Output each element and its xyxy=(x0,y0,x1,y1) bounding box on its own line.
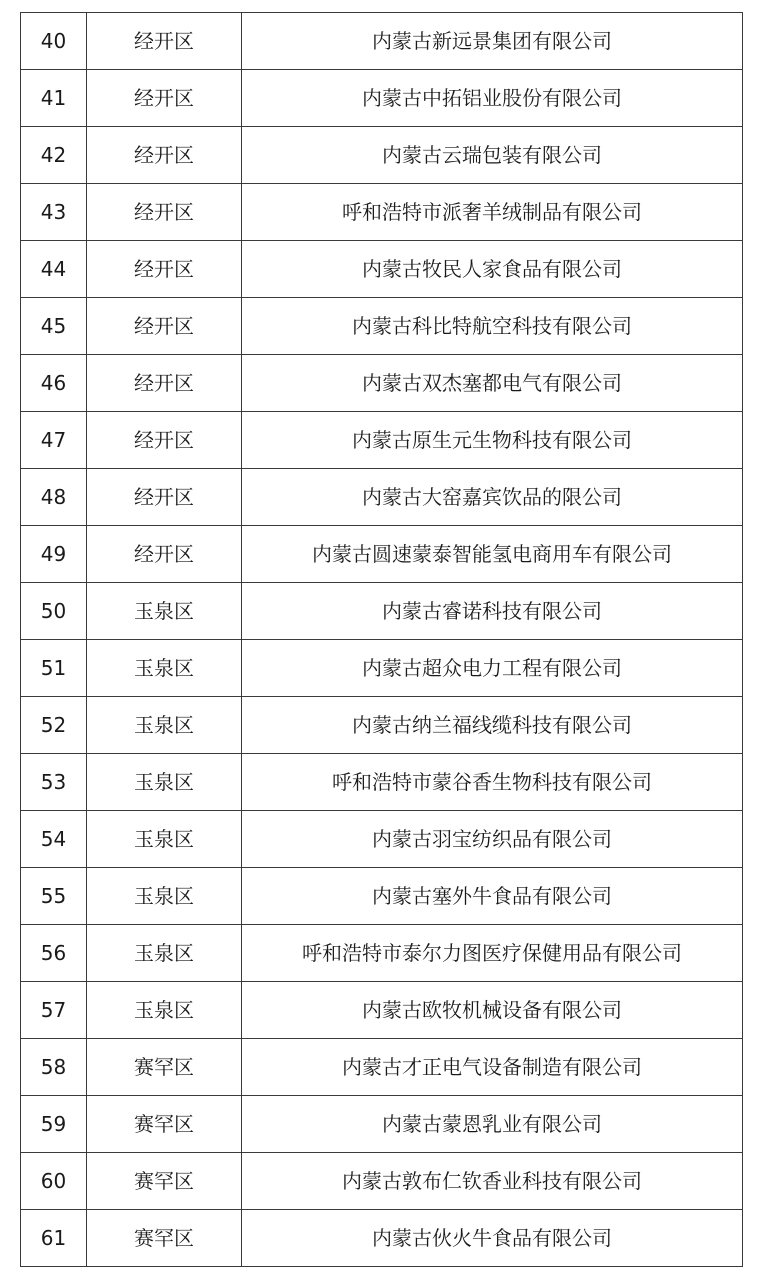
district-cell: 经开区 xyxy=(87,412,242,469)
company-name-cell: 内蒙古中拓铝业股份有限公司 xyxy=(242,70,743,127)
row-number-cell: 51 xyxy=(21,640,87,697)
table-row xyxy=(21,868,743,925)
row-number-cell: 61 xyxy=(21,1210,87,1267)
district-cell: 玉泉区 xyxy=(87,811,242,868)
company-name-cell: 内蒙古新远景集团有限公司 xyxy=(242,13,743,70)
document-page xyxy=(20,12,742,1267)
company-name-cell: 内蒙古欧牧机械设备有限公司 xyxy=(242,982,743,1039)
row-number-cell: 46 xyxy=(21,355,87,412)
table-row xyxy=(21,925,743,982)
company-name-cell: 内蒙古蒙恩乳业有限公司 xyxy=(242,1096,743,1153)
table-row xyxy=(21,1210,743,1267)
row-number-cell: 40 xyxy=(21,13,87,70)
district-cell: 经开区 xyxy=(87,13,242,70)
district-cell: 玉泉区 xyxy=(87,982,242,1039)
table-row xyxy=(21,982,743,1039)
company-name-cell: 内蒙古伙火牛食品有限公司 xyxy=(242,1210,743,1267)
row-number-cell: 58 xyxy=(21,1039,87,1096)
district-cell: 经开区 xyxy=(87,184,242,241)
table-row xyxy=(21,1096,743,1153)
district-cell: 经开区 xyxy=(87,469,242,526)
district-cell: 玉泉区 xyxy=(87,583,242,640)
company-name-cell: 内蒙古云瑞包装有限公司 xyxy=(242,127,743,184)
row-number-cell: 47 xyxy=(21,412,87,469)
district-cell: 经开区 xyxy=(87,127,242,184)
table-row xyxy=(21,640,743,697)
company-name-cell: 内蒙古双杰塞都电气有限公司 xyxy=(242,355,743,412)
company-name-cell: 内蒙古原生元生物科技有限公司 xyxy=(242,412,743,469)
table-row xyxy=(21,298,743,355)
district-cell: 玉泉区 xyxy=(87,754,242,811)
company-name-cell: 呼和浩特市派奢羊绒制品有限公司 xyxy=(242,184,743,241)
row-number-cell: 50 xyxy=(21,583,87,640)
company-name-cell: 内蒙古塞外牛食品有限公司 xyxy=(242,868,743,925)
row-number-cell: 60 xyxy=(21,1153,87,1210)
table-row xyxy=(21,412,743,469)
company-name-cell: 内蒙古科比特航空科技有限公司 xyxy=(242,298,743,355)
row-number-cell: 49 xyxy=(21,526,87,583)
table-row xyxy=(21,70,743,127)
company-list-table xyxy=(20,12,743,1267)
district-cell: 经开区 xyxy=(87,526,242,583)
district-cell: 玉泉区 xyxy=(87,640,242,697)
table-body xyxy=(21,13,743,1267)
row-number-cell: 56 xyxy=(21,925,87,982)
company-name-cell: 内蒙古超众电力工程有限公司 xyxy=(242,640,743,697)
table-row xyxy=(21,241,743,298)
row-number-cell: 52 xyxy=(21,697,87,754)
district-cell: 赛罕区 xyxy=(87,1210,242,1267)
company-name-cell: 内蒙古纳兰福线缆科技有限公司 xyxy=(242,697,743,754)
district-cell: 赛罕区 xyxy=(87,1153,242,1210)
company-name-cell: 内蒙古大窑嘉宾饮品的限公司 xyxy=(242,469,743,526)
company-name-cell: 内蒙古睿诺科技有限公司 xyxy=(242,583,743,640)
row-number-cell: 57 xyxy=(21,982,87,1039)
table-row xyxy=(21,469,743,526)
district-cell: 经开区 xyxy=(87,298,242,355)
district-cell: 玉泉区 xyxy=(87,925,242,982)
company-name-cell: 呼和浩特市蒙谷香生物科技有限公司 xyxy=(242,754,743,811)
row-number-cell: 53 xyxy=(21,754,87,811)
row-number-cell: 48 xyxy=(21,469,87,526)
district-cell: 赛罕区 xyxy=(87,1039,242,1096)
district-cell: 经开区 xyxy=(87,70,242,127)
row-number-cell: 41 xyxy=(21,70,87,127)
table-row xyxy=(21,583,743,640)
company-name-cell: 内蒙古才正电气设备制造有限公司 xyxy=(242,1039,743,1096)
row-number-cell: 45 xyxy=(21,298,87,355)
company-name-cell: 呼和浩特市泰尔力图医疗保健用品有限公司 xyxy=(242,925,743,982)
table-row xyxy=(21,127,743,184)
district-cell: 玉泉区 xyxy=(87,697,242,754)
district-cell: 赛罕区 xyxy=(87,1096,242,1153)
table-row xyxy=(21,1153,743,1210)
row-number-cell: 55 xyxy=(21,868,87,925)
company-name-cell: 内蒙古羽宝纺织品有限公司 xyxy=(242,811,743,868)
table-row xyxy=(21,1039,743,1096)
table-row xyxy=(21,355,743,412)
district-cell: 经开区 xyxy=(87,355,242,412)
district-cell: 玉泉区 xyxy=(87,868,242,925)
row-number-cell: 44 xyxy=(21,241,87,298)
row-number-cell: 43 xyxy=(21,184,87,241)
company-name-cell: 内蒙古敦布仁钦香业科技有限公司 xyxy=(242,1153,743,1210)
district-cell: 经开区 xyxy=(87,241,242,298)
table-row xyxy=(21,754,743,811)
row-number-cell: 42 xyxy=(21,127,87,184)
table-row xyxy=(21,697,743,754)
table-row xyxy=(21,811,743,868)
table-row xyxy=(21,13,743,70)
table-row xyxy=(21,526,743,583)
company-name-cell: 内蒙古牧民人家食品有限公司 xyxy=(242,241,743,298)
row-number-cell: 59 xyxy=(21,1096,87,1153)
row-number-cell: 54 xyxy=(21,811,87,868)
company-name-cell: 内蒙古圆速蒙泰智能氢电商用车有限公司 xyxy=(242,526,743,583)
table-row xyxy=(21,184,743,241)
